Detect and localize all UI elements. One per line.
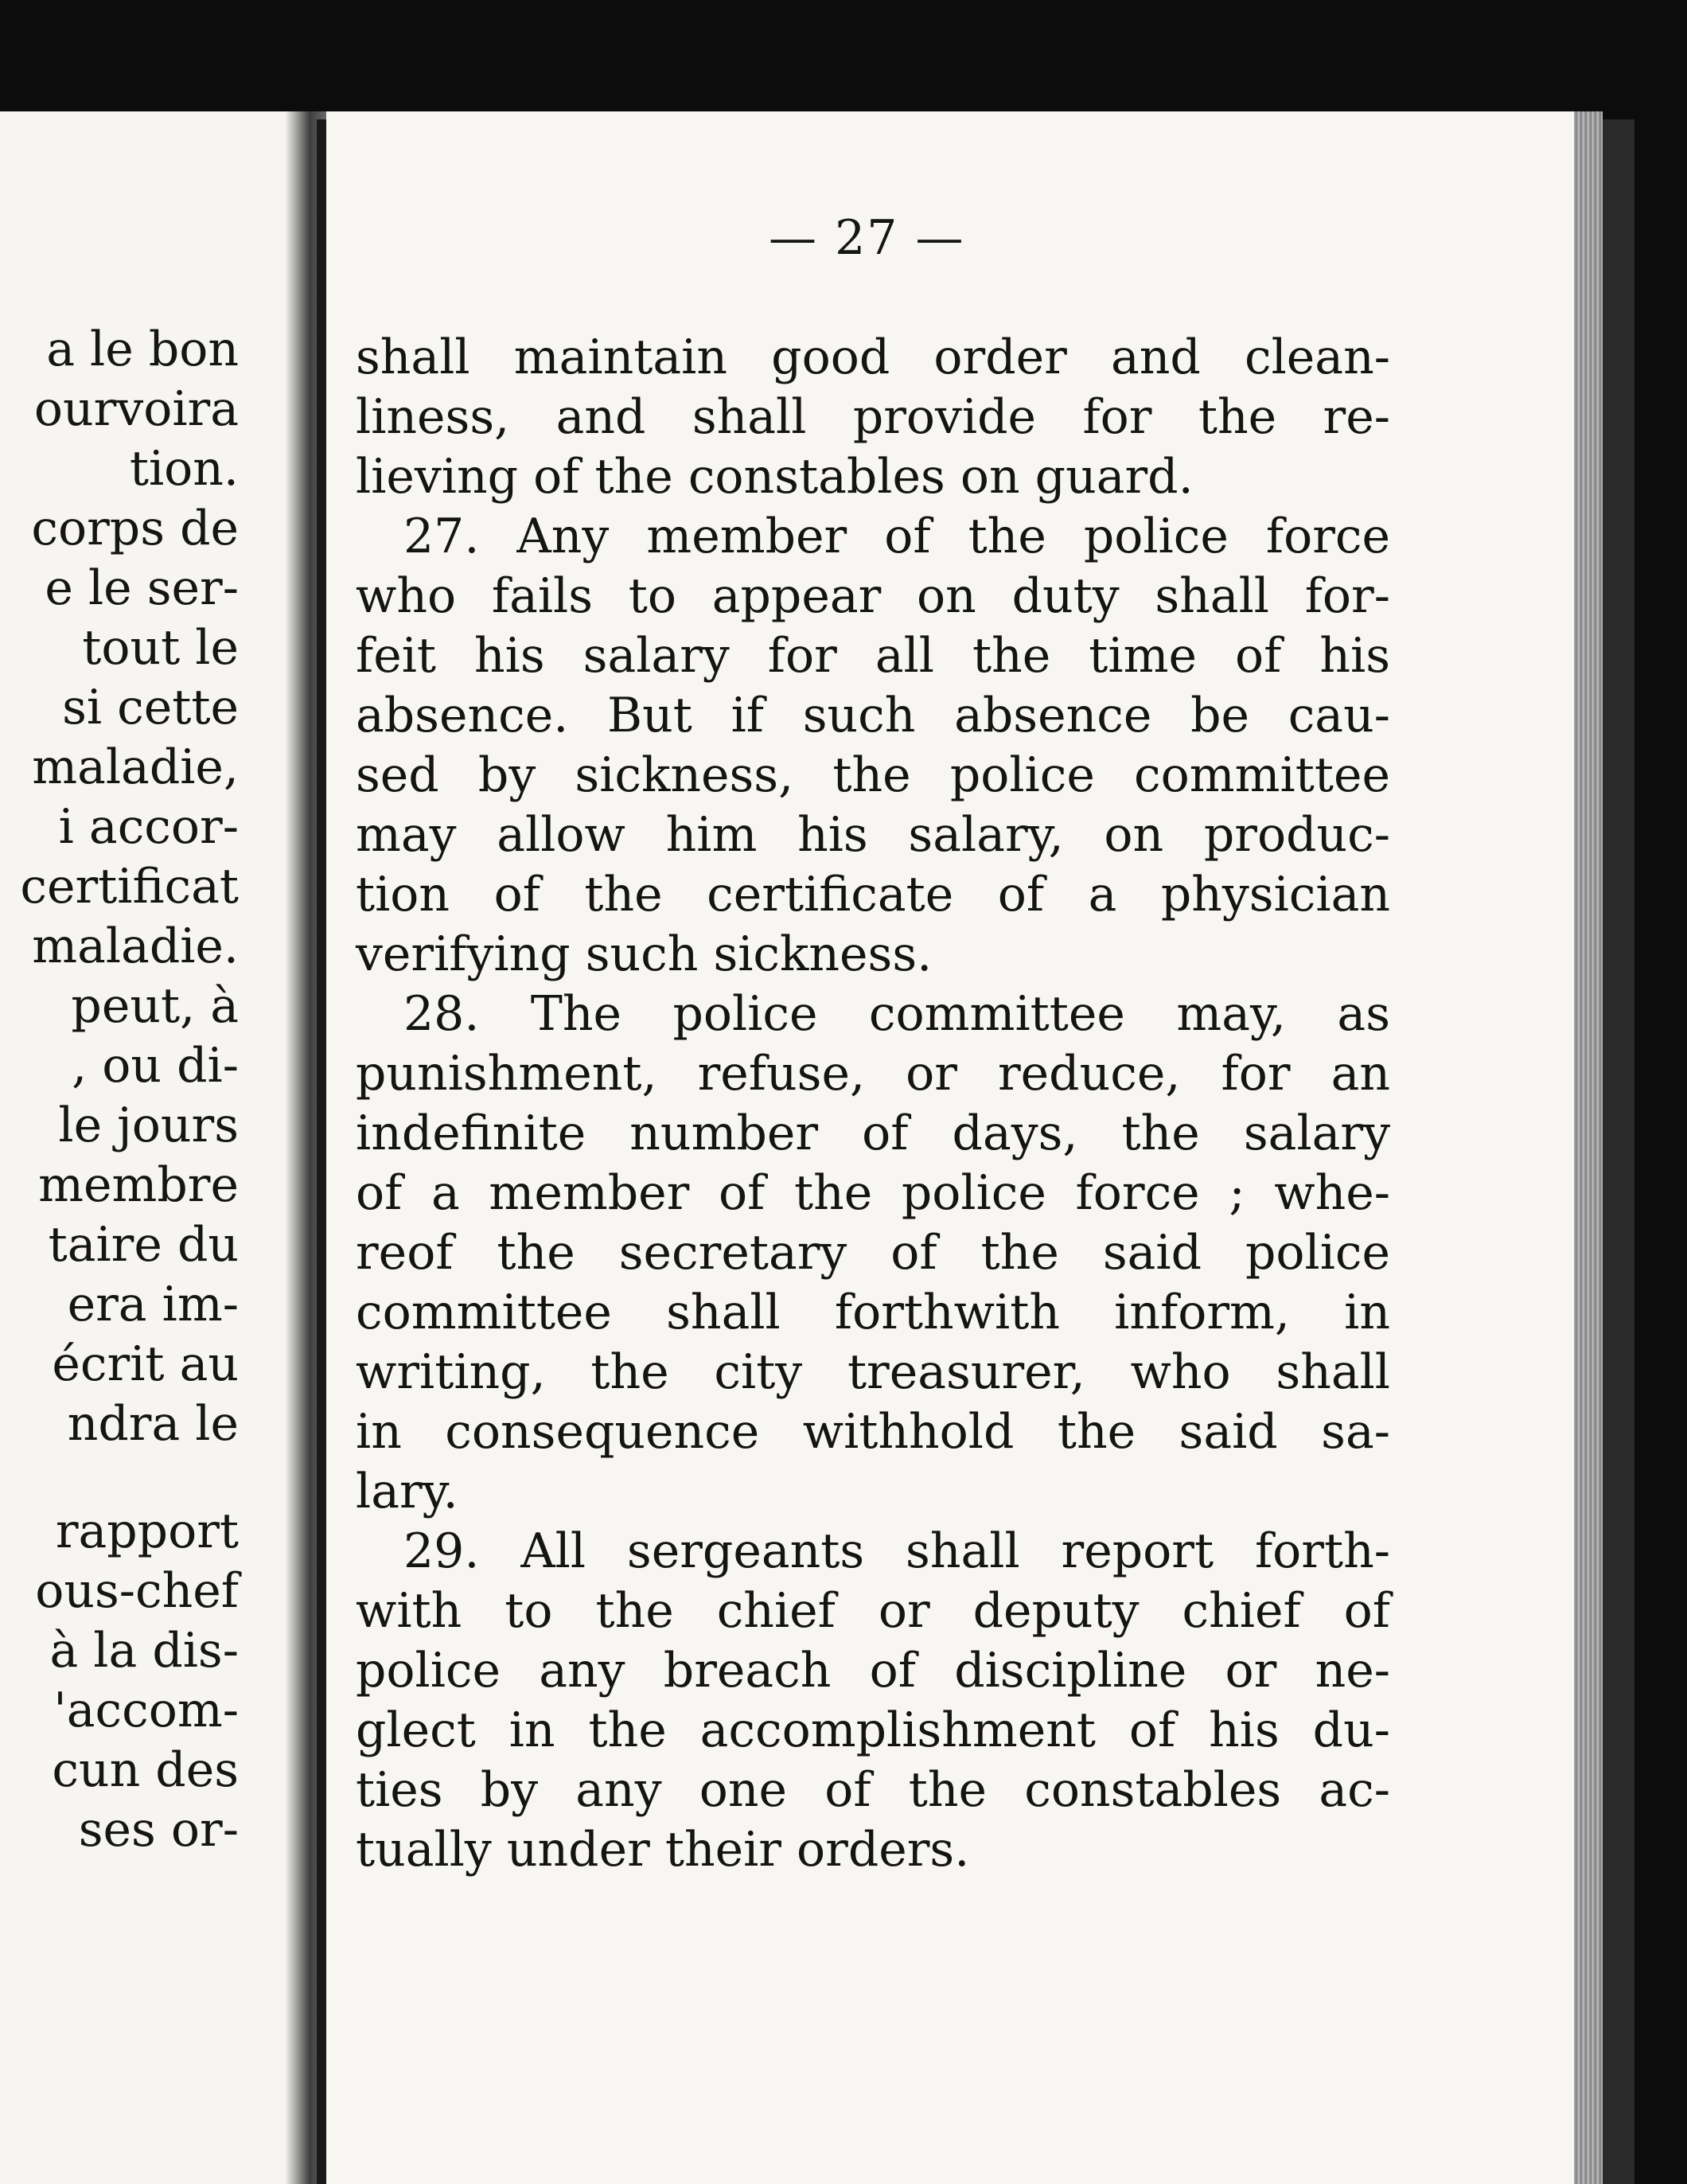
- left-line: si cette: [62, 680, 239, 735]
- body-line: may allow him his salary, on produc-: [356, 807, 1390, 863]
- book-cover-edge: [1603, 119, 1634, 2184]
- page-edges: [1574, 111, 1603, 2184]
- left-line: certificat: [20, 859, 239, 915]
- section-28-start: 28. The police committee may, as: [403, 986, 1390, 1042]
- left-line: ndra le: [67, 1396, 239, 1452]
- body-line: writing, the city treasurer, who shall: [356, 1344, 1390, 1400]
- section-29-start: 29. All sergeants shall report forth-: [403, 1523, 1390, 1579]
- body-text: [356, 328, 1390, 1880]
- left-line: era im-: [67, 1277, 239, 1332]
- body-line: police any breach of discipline or ne-: [356, 1643, 1390, 1698]
- body-line: in consequence withhold the said sa-: [356, 1404, 1390, 1460]
- body-line: glect in the accomplishment of his du-: [356, 1702, 1390, 1758]
- left-line: cun des: [52, 1742, 239, 1798]
- left-paragraph-gap: [20, 1454, 239, 1502]
- body-line: reof the secretary of the said police: [356, 1225, 1390, 1281]
- body-line: indefinite number of days, the salary: [356, 1106, 1390, 1161]
- left-line: ses or-: [78, 1802, 239, 1858]
- left-page-text-fragments: [20, 320, 239, 1860]
- left-line: tion.: [129, 441, 239, 497]
- left-line: écrit au: [52, 1336, 239, 1392]
- body-line: of a member of the police force ; whe-: [356, 1165, 1390, 1221]
- left-line: 'accom-: [53, 1683, 239, 1738]
- left-line: , ou di-: [72, 1038, 239, 1094]
- left-line: rapport: [55, 1503, 239, 1559]
- left-line: tout le: [82, 620, 239, 676]
- body-line: absence. But if such absence be cau-: [356, 688, 1390, 743]
- body-line: liness, and shall provide for the re-: [356, 389, 1390, 445]
- left-line: taire du: [48, 1217, 239, 1273]
- left-line: peut, à: [71, 978, 239, 1034]
- left-line: le jours: [58, 1098, 239, 1153]
- body-line: sed by sickness, the police committee: [356, 747, 1390, 803]
- left-line: maladie,: [32, 739, 239, 795]
- left-line: à la dis-: [49, 1623, 239, 1679]
- left-line: a le bon: [46, 322, 239, 377]
- body-line: committee shall forthwith inform, in: [356, 1285, 1390, 1340]
- left-line: e le ser-: [45, 560, 239, 616]
- body-line: lary.: [356, 1464, 458, 1519]
- left-line: i accor-: [58, 799, 239, 855]
- section-27-start: 27. Any member of the police force: [403, 509, 1390, 564]
- body-line: tually under their orders.: [356, 1822, 970, 1878]
- left-line: corps de: [31, 501, 239, 556]
- body-line: who fails to appear on duty shall for-: [356, 568, 1390, 624]
- left-line: ourvoira: [33, 381, 239, 437]
- left-line: maladie.: [32, 918, 239, 974]
- body-line: with to the chief or deputy chief of: [356, 1583, 1390, 1639]
- page-number: — 27 —: [769, 210, 965, 266]
- body-line: lieving of the constables on guard.: [356, 449, 1194, 505]
- body-line: shall maintain good order and clean-: [356, 330, 1390, 385]
- body-line: feit his salary for all the time of his: [356, 628, 1390, 684]
- body-line: verifying such sickness.: [356, 926, 933, 982]
- body-line: tion of the certificate of a physician: [356, 867, 1390, 922]
- left-line: membre: [38, 1157, 239, 1213]
- body-line: punishment, refuse, or reduce, for an: [356, 1046, 1390, 1102]
- left-line: ous-chef: [35, 1563, 239, 1619]
- body-line: ties by any one of the constables ac-: [356, 1762, 1390, 1818]
